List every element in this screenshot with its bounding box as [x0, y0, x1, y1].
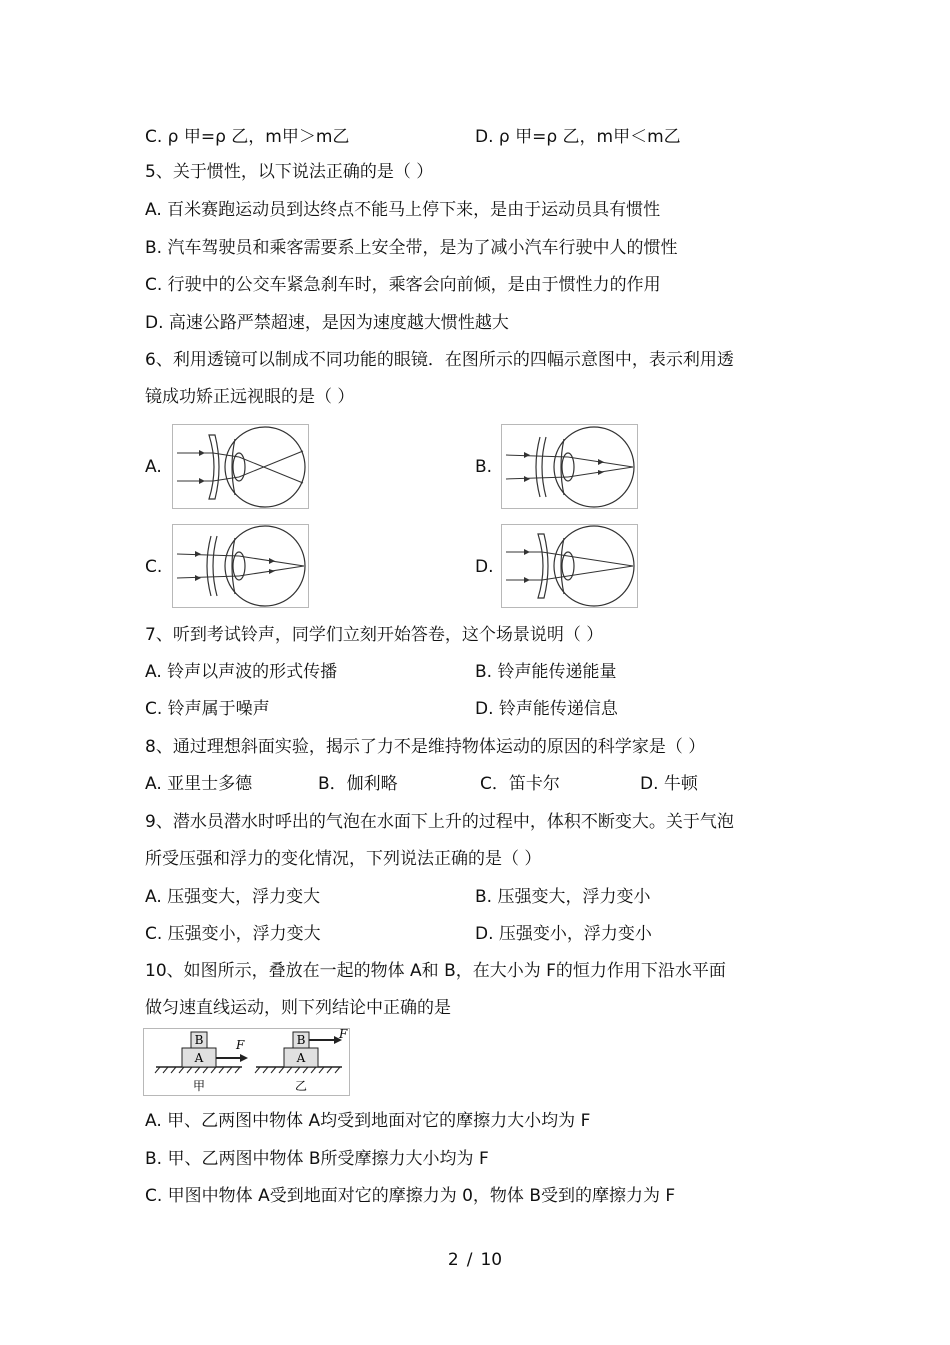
- q5-option-b: B. 汽车驾驶员和乘客需要系上安全带，是为了减小汽车行驶中人的惯性: [145, 238, 678, 258]
- q6-option-a-label: A.: [145, 457, 162, 477]
- q5-option-c: C. 行驶中的公交车紧急刹车时，乘客会向前倾，是由于惯性力的作用: [145, 275, 661, 295]
- force-f-label: F: [236, 1038, 245, 1052]
- figure-caption-left: 甲: [192, 1079, 206, 1093]
- stacked-blocks-figure: [143, 1028, 350, 1096]
- q10-stem-line2: 做匀速直线运动，则下列结论中正确的是: [145, 998, 451, 1018]
- q9-option-c: C. 压强变小，浮力变大: [145, 924, 321, 944]
- eye-concave-lens-icon: [172, 424, 309, 509]
- block-b-label: B: [296, 1033, 306, 1047]
- eye-convex-lens-icon: [501, 424, 638, 509]
- block-a-label: A: [194, 1051, 204, 1065]
- q6-option-c-label: C.: [145, 557, 163, 577]
- q7-option-b: B. 铃声能传递能量: [475, 662, 617, 682]
- q9-option-a: A. 压强变大，浮力变大: [145, 887, 321, 907]
- q8-option-a: A. 亚里士多德: [145, 774, 253, 794]
- page-total: 10: [480, 1250, 503, 1270]
- q7-option-a: A. 铃声以声波的形式传播: [145, 662, 338, 682]
- eye-convex-lens-icon: [172, 524, 309, 608]
- q6-stem-line1: 6、利用透镜可以制成不同功能的眼镜．在图所示的四幅示意图中，表示利用透: [145, 350, 734, 370]
- q7-option-d: D. 铃声能传递信息: [475, 699, 618, 719]
- q10-option-c: C. 甲图中物体 A受到地面对它的摩擦力为 0，物体 B受到的摩擦力为 F: [145, 1186, 676, 1206]
- q10-option-b: B. 甲、乙两图中物体 B所受摩擦力大小均为 F: [145, 1149, 489, 1169]
- q10-option-a: A. 甲、乙两图中物体 A均受到地面对它的摩擦力大小均为 F: [145, 1111, 591, 1131]
- q4-option-d: D. ρ 甲=ρ 乙，m甲＜m乙: [475, 127, 681, 147]
- q7-option-c: C. 铃声属于噪声: [145, 699, 270, 719]
- q5-option-a: A. 百米赛跑运动员到达终点不能马上停下来，是由于运动员具有惯性: [145, 200, 661, 220]
- q7-stem: 7、听到考试铃声，同学们立刻开始答卷，这个场景说明（ ）: [145, 625, 604, 645]
- eye-concave-lens-icon: [501, 524, 638, 608]
- q9-stem-line2: 所受压强和浮力的变化情况，下列说法正确的是（ ）: [145, 849, 542, 869]
- page-separator: /: [466, 1250, 473, 1270]
- figure-caption-right: 乙: [294, 1079, 308, 1093]
- q5-option-d: D. 高速公路严禁超速，是因为速度越大惯性越大: [145, 313, 509, 333]
- q5-stem: 5、关于惯性，以下说法正确的是（ ）: [145, 162, 434, 182]
- q8-option-c: C．笛卡尔: [480, 774, 560, 794]
- q9-stem-line1: 9、潜水员潜水时呼出的气泡在水面下上升的过程中，体积不断变大。关于气泡: [145, 812, 734, 832]
- page-current: 2: [447, 1250, 459, 1270]
- q6-stem-line2: 镜成功矫正远视眼的是（ ）: [145, 387, 355, 407]
- q10-stem-line1: 10、如图所示，叠放在一起的物体 A和 B，在大小为 F的恒力作用下沿水平面: [145, 961, 726, 981]
- q6-option-d-label: D.: [475, 557, 494, 577]
- q8-option-d: D. 牛顿: [640, 774, 698, 794]
- force-f-label: F: [339, 1029, 348, 1041]
- q8-stem: 8、通过理想斜面实验，揭示了力不是维持物体运动的原因的科学家是（ ）: [145, 737, 706, 757]
- q9-option-d: D. 压强变小，浮力变小: [475, 924, 652, 944]
- q8-option-b: B．伽利略: [318, 774, 398, 794]
- q9-option-b: B. 压强变大，浮力变小: [475, 887, 651, 907]
- page-number: [0, 1249, 950, 1271]
- block-b-label: B: [194, 1033, 204, 1047]
- q4-option-c: C. ρ 甲=ρ 乙，m甲＞m乙: [145, 127, 350, 147]
- q6-option-b-label: B.: [475, 457, 493, 477]
- block-a-label: A: [296, 1051, 306, 1065]
